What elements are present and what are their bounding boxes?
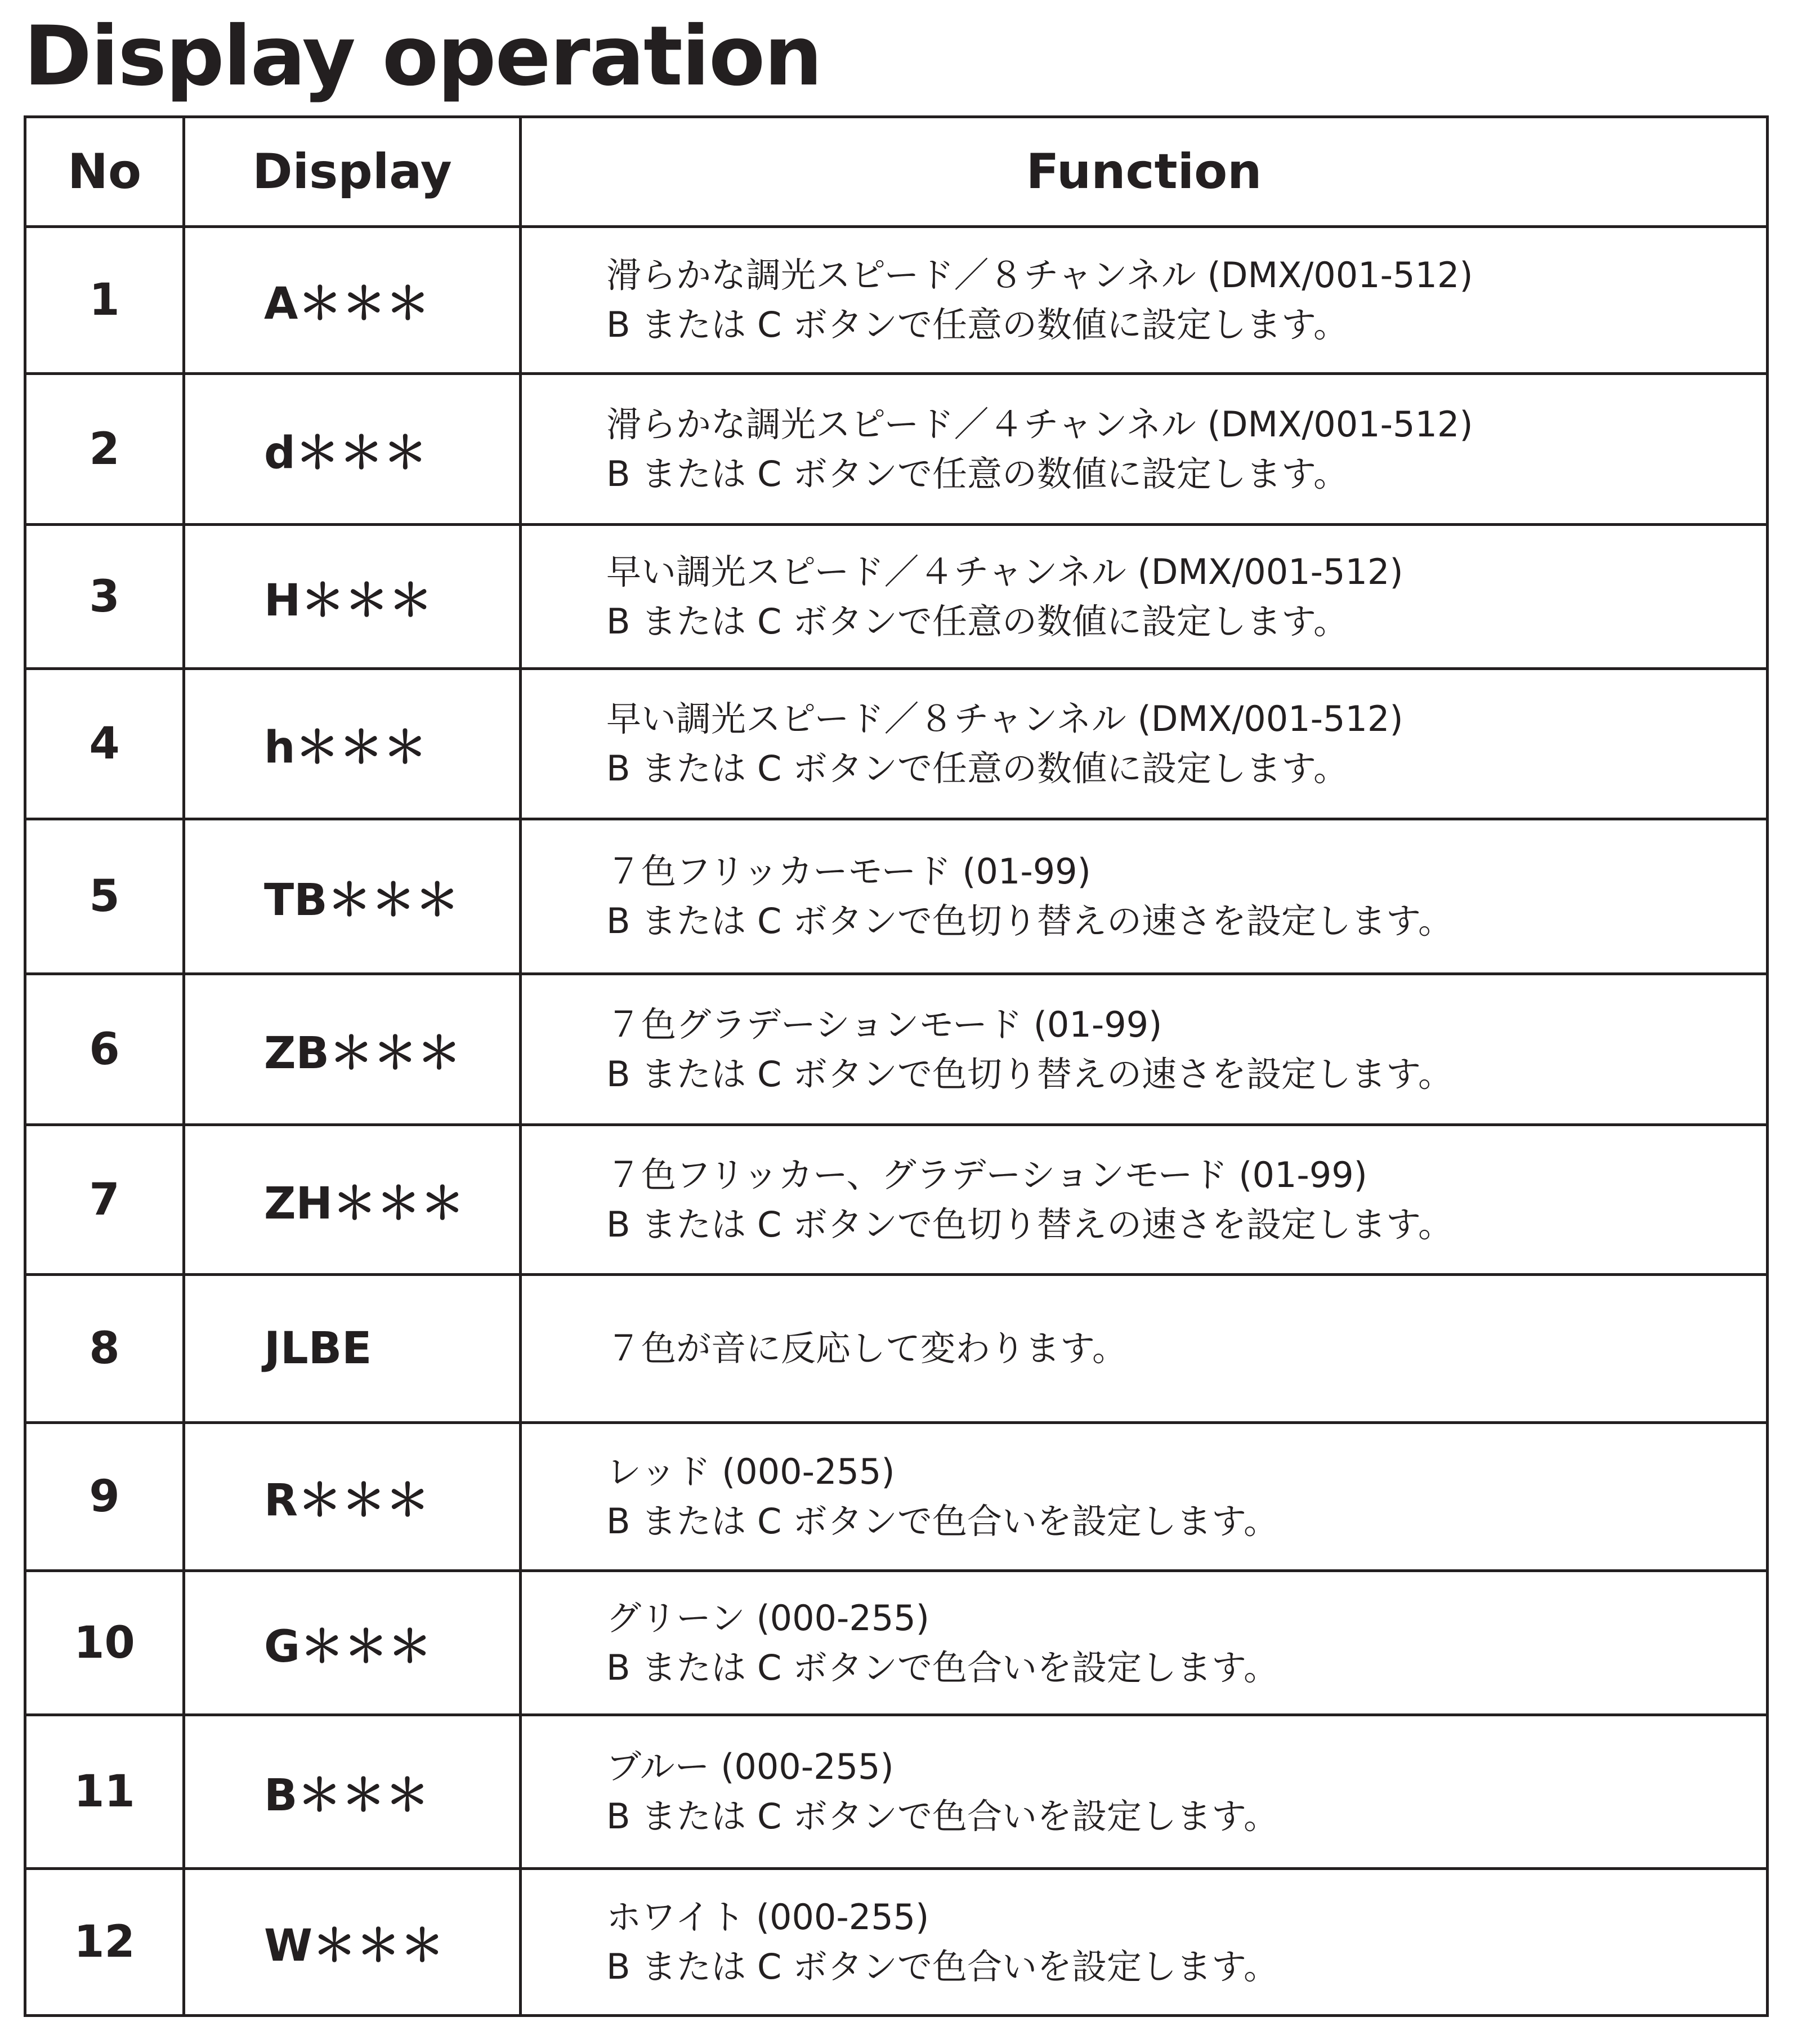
function-line-2: B または C ボタンで色合いを設定します。 xyxy=(606,1796,1278,1837)
function-description xyxy=(521,525,1768,669)
function-line-1: ７色グラデーションモード (01-99) xyxy=(606,1003,1162,1045)
function-line-2: B または C ボタンで色切り替えの速さを設定します。 xyxy=(606,1053,1453,1095)
table-row xyxy=(25,1571,1768,1715)
function-line-1: レッド (000-255) xyxy=(606,1451,895,1492)
function-line-2: B または C ボタンで色切り替えの速さを設定します。 xyxy=(606,1203,1453,1245)
row-number: 1 xyxy=(25,227,184,374)
row-number: 3 xyxy=(25,525,184,669)
function-line-2: B または C ボタンで色切り替えの速さを設定します。 xyxy=(606,900,1453,941)
row-number: 9 xyxy=(25,1423,184,1571)
display-code: JLBE xyxy=(184,1275,521,1423)
row-number: 10 xyxy=(25,1571,184,1715)
function-line-1: グリーン (000-255) xyxy=(606,1597,929,1639)
display-code: G＊＊＊ xyxy=(184,1571,521,1715)
display-code: ZH＊＊＊ xyxy=(184,1125,521,1275)
function-line-1: ホワイト (000-255) xyxy=(606,1896,929,1938)
display-operation-table xyxy=(24,115,1769,2017)
display-code: TB＊＊＊ xyxy=(184,819,521,974)
table-row xyxy=(25,1423,1768,1571)
header-function: Function xyxy=(521,117,1768,227)
row-number: 2 xyxy=(25,374,184,525)
display-code: R＊＊＊ xyxy=(184,1423,521,1571)
function-description xyxy=(521,669,1768,819)
row-number: 6 xyxy=(25,974,184,1125)
display-code: h＊＊＊ xyxy=(184,669,521,819)
table-row xyxy=(25,374,1768,525)
display-code: A＊＊＊ xyxy=(184,227,521,374)
table-row xyxy=(25,525,1768,669)
row-number: 12 xyxy=(25,1869,184,2016)
function-line-1: ７色が音に反応して変わります。 xyxy=(606,1328,1128,1369)
table-row xyxy=(25,669,1768,819)
table-row xyxy=(25,1275,1768,1423)
function-line-1: 滑らかな調光スピード／８チャンネル (DMX/001-512) xyxy=(606,255,1473,296)
row-number: 11 xyxy=(25,1715,184,1869)
function-description xyxy=(521,227,1768,374)
function-line-2: B または C ボタンで任意の数値に設定します。 xyxy=(606,600,1348,642)
function-line-1: ７色フリッカーモード (01-99) xyxy=(606,851,1091,892)
display-code: W＊＊＊ xyxy=(184,1869,521,2016)
function-line-2: B または C ボタンで任意の数値に設定します。 xyxy=(606,453,1348,494)
row-number: 4 xyxy=(25,669,184,819)
function-line-1: ブルー (000-255) xyxy=(606,1746,894,1787)
display-code: d＊＊＊ xyxy=(184,374,521,525)
function-description xyxy=(521,1869,1768,2016)
row-number: 8 xyxy=(25,1275,184,1423)
function-line-2: B または C ボタンで色合いを設定します。 xyxy=(606,1946,1278,1987)
table-row xyxy=(25,1125,1768,1275)
row-number: 7 xyxy=(25,1125,184,1275)
table-row xyxy=(25,1715,1768,1869)
function-line-1: ７色フリッカー、グラデーションモード (01-99) xyxy=(606,1154,1367,1195)
table-row xyxy=(25,974,1768,1125)
function-line-1: 早い調光スピード／４チャンネル (DMX/001-512) xyxy=(606,551,1403,592)
table-row xyxy=(25,819,1768,974)
function-description xyxy=(521,974,1768,1125)
table-row xyxy=(25,1869,1768,2016)
function-description xyxy=(521,1423,1768,1571)
table-row xyxy=(25,227,1768,374)
header-no: No xyxy=(25,117,184,227)
page-title: Display operation xyxy=(24,8,822,104)
function-line-2: B または C ボタンで色合いを設定します。 xyxy=(606,1646,1278,1688)
display-code: B＊＊＊ xyxy=(184,1715,521,1869)
function-line-2: B または C ボタンで任意の数値に設定します。 xyxy=(606,748,1348,789)
display-code: H＊＊＊ xyxy=(184,525,521,669)
function-description xyxy=(521,819,1768,974)
function-line-1: 滑らかな調光スピード／４チャンネル (DMX/001-512) xyxy=(606,403,1473,445)
function-line-2: B または C ボタンで任意の数値に設定します。 xyxy=(606,304,1348,345)
display-code: ZB＊＊＊ xyxy=(184,974,521,1125)
function-description xyxy=(521,1571,1768,1715)
function-line-2: B または C ボタンで色合いを設定します。 xyxy=(606,1501,1278,1542)
function-description xyxy=(521,1125,1768,1275)
function-description xyxy=(521,1275,1768,1423)
header-display: Display xyxy=(184,117,521,227)
row-number: 5 xyxy=(25,819,184,974)
function-description xyxy=(521,1715,1768,1869)
function-line-1: 早い調光スピード／８チャンネル (DMX/001-512) xyxy=(606,698,1403,739)
header-row xyxy=(25,117,1768,227)
function-description xyxy=(521,374,1768,525)
